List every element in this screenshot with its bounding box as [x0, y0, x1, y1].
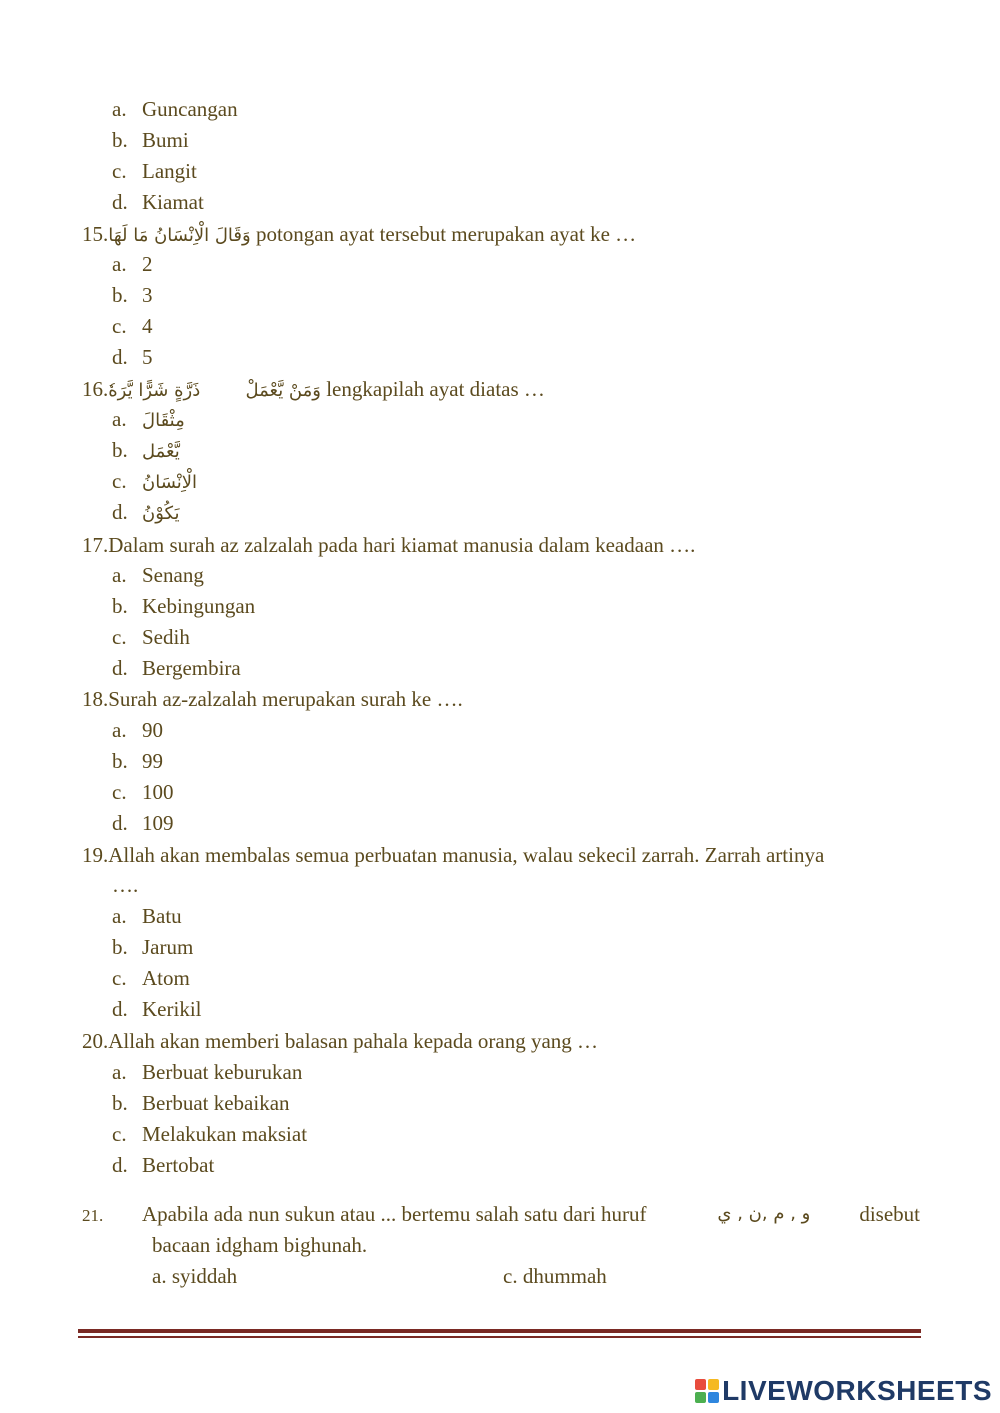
question-text: Dalam surah az zalzalah pada hari kiamat manusia dalam keadaan …. — [108, 533, 696, 557]
q20-option-b[interactable] — [112, 1089, 290, 1117]
option-text: Berbuat kebaikan — [142, 1091, 290, 1115]
question-number: 18. — [82, 687, 109, 711]
q19-option-a[interactable] — [112, 902, 182, 930]
question-16 — [82, 375, 545, 405]
question-text: Allah akan memberi balasan pahala kepada orang yang … — [108, 1029, 599, 1053]
q17-option-c[interactable] — [112, 623, 190, 651]
question-number: 17. — [82, 533, 109, 557]
brand-name: LIVEWORKSHEETS — [722, 1375, 992, 1406]
question-21-number — [82, 1200, 142, 1230]
q14-option-a[interactable] — [112, 95, 238, 123]
option-text: Atom — [142, 966, 190, 990]
option-label: b. — [112, 283, 128, 307]
option-text: Kiamat — [142, 190, 204, 214]
q18-option-b[interactable] — [112, 747, 163, 775]
question-17 — [82, 531, 695, 559]
logo-tile — [708, 1379, 719, 1390]
option-text: Batu — [142, 904, 182, 928]
option-text: مِثْقَالَ — [142, 410, 185, 431]
q15-option-b[interactable] — [112, 281, 153, 309]
option-text: Guncangan — [142, 97, 238, 121]
question-number: 21. — [82, 1206, 104, 1225]
option-text: 100 — [142, 780, 174, 804]
question-21-line1 — [142, 1200, 920, 1228]
arabic-verse-part1: ذَرَّةٍ شَرًّا يَّرَهٗ — [108, 380, 201, 401]
option-label: d. — [112, 500, 128, 524]
question-text: Surah az-zalzalah merupakan surah ke …. — [108, 687, 463, 711]
option-label: d. — [112, 190, 128, 214]
option-label: c. — [112, 1122, 127, 1146]
question-19 — [82, 841, 824, 869]
option-label: d. — [112, 656, 128, 680]
option-label: c. — [112, 625, 127, 649]
option-label: a. — [112, 407, 127, 431]
q19-option-b[interactable] — [112, 933, 193, 961]
q17-option-d[interactable] — [112, 654, 241, 682]
option-text: Senang — [142, 563, 204, 587]
option-text: 109 — [142, 811, 174, 835]
option-label: a. — [112, 1060, 127, 1084]
logo-tile — [695, 1392, 706, 1403]
question-text: Allah akan membalas semua perbuatan manusia, walau sekecil zarrah. Zarrah artinya — [108, 843, 825, 867]
option-label: a. — [112, 718, 127, 742]
q16-option-b[interactable] — [112, 436, 180, 466]
footer-rule-thick — [78, 1329, 921, 1333]
question-number: 19. — [82, 843, 109, 867]
option-label: b. — [112, 935, 128, 959]
q16-option-a[interactable] — [112, 405, 185, 435]
q17-option-a[interactable] — [112, 561, 204, 589]
q21-option-a[interactable]: a. syiddah — [152, 1264, 238, 1288]
option-text: Langit — [142, 159, 197, 183]
option-label: a. — [112, 97, 127, 121]
option-text: Bumi — [142, 128, 189, 152]
q14-option-d[interactable] — [112, 188, 204, 216]
option-text: Kebingungan — [142, 594, 256, 618]
q20-option-c[interactable] — [112, 1120, 307, 1148]
option-text: يَّعْمَل — [142, 441, 180, 462]
q14-option-b[interactable] — [112, 126, 189, 154]
option-text: Bertobat — [142, 1153, 215, 1177]
q15-option-d[interactable] — [112, 343, 153, 371]
q19-option-c[interactable] — [112, 964, 190, 992]
question-text: potongan ayat tersebut merupakan ayat ke … — [255, 222, 637, 246]
q15-option-c[interactable] — [112, 312, 153, 340]
option-label: b. — [112, 1091, 128, 1115]
option-label: c. — [112, 469, 127, 493]
option-text: 5 — [142, 345, 153, 369]
question-20 — [82, 1027, 598, 1055]
option-label: d. — [112, 1153, 128, 1177]
option-label: b. — [112, 128, 128, 152]
option-text: Kerikil — [142, 997, 202, 1021]
question-number: 15. — [82, 222, 109, 246]
q20-option-a[interactable] — [112, 1058, 302, 1086]
q20-option-d[interactable] — [112, 1151, 214, 1179]
q15-option-a[interactable] — [112, 250, 153, 278]
question-19-continuation: …. — [112, 873, 139, 897]
option-text: يَكُوْنُ — [142, 503, 180, 524]
option-label: c. — [112, 966, 127, 990]
question-text-end: disebut — [859, 1202, 920, 1226]
option-text: الْاِنْسَانُ — [142, 472, 198, 493]
option-text: Jarum — [142, 935, 194, 959]
q18-option-d[interactable] — [112, 809, 174, 837]
option-text: Berbuat keburukan — [142, 1060, 303, 1084]
question-text: Apabila ada nun sukun atau ... bertemu salah satu dari huruf — [142, 1202, 647, 1226]
option-text: 2 — [142, 252, 153, 276]
footer-rule-thin — [78, 1336, 921, 1338]
option-text: Bergembira — [142, 656, 241, 680]
liveworksheets-brand — [695, 1374, 992, 1408]
option-label: a. — [112, 252, 127, 276]
q16-option-c[interactable] — [112, 467, 197, 497]
question-number: 16. — [82, 377, 109, 401]
question-number: 20. — [82, 1029, 109, 1053]
option-label: b. — [112, 438, 128, 462]
option-label: c. — [112, 780, 127, 804]
option-text: Sedih — [142, 625, 190, 649]
option-label: b. — [112, 749, 128, 773]
question-21-line2: bacaan idgham bighunah. — [152, 1233, 368, 1257]
q18-option-c[interactable] — [112, 778, 174, 806]
option-label: d. — [112, 997, 128, 1021]
q19-option-d[interactable] — [112, 995, 201, 1023]
logo-tile — [708, 1392, 719, 1403]
q14-option-c[interactable] — [112, 157, 197, 185]
question-18 — [82, 685, 463, 713]
arabic-letters: و , م ,ن , ي — [717, 1203, 811, 1224]
option-text: 4 — [142, 314, 153, 338]
arabic-verse: وَقَالَ الْاِنْسَانُ مَا لَهَا — [108, 225, 251, 246]
arabic-verse-part2: وَمَنْ يَّعْمَلْ — [245, 380, 321, 401]
option-label: c. — [112, 159, 127, 183]
q17-option-b[interactable] — [112, 592, 255, 620]
option-label: b. — [112, 594, 128, 618]
option-text: 90 — [142, 718, 163, 742]
q18-option-a[interactable] — [112, 716, 163, 744]
question-15 — [82, 220, 636, 250]
option-label: c. — [112, 314, 127, 338]
option-label: a. — [112, 563, 127, 587]
option-label: d. — [112, 811, 128, 835]
option-text: Melakukan maksiat — [142, 1122, 308, 1146]
q16-option-d[interactable] — [112, 498, 179, 528]
question-text: lengkapilah ayat diatas … — [326, 377, 545, 401]
option-label: d. — [112, 345, 128, 369]
logo-tile — [695, 1379, 706, 1390]
q21-option-c[interactable]: c. dhummah — [503, 1264, 607, 1288]
option-label: a. — [112, 904, 127, 928]
option-text: 99 — [142, 749, 163, 773]
liveworksheets-logo-icon — [695, 1379, 719, 1403]
option-text: 3 — [142, 283, 153, 307]
